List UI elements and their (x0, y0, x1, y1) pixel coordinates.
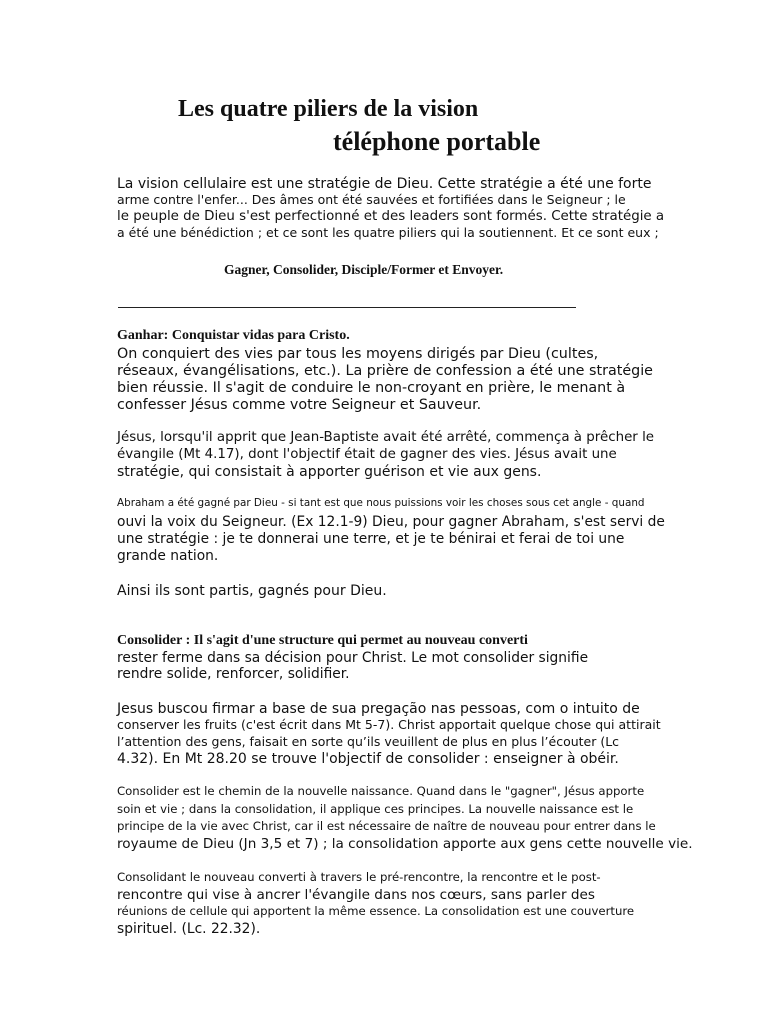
title-line-2: téléphone portable (333, 127, 541, 156)
separator-rule (118, 307, 576, 308)
paragraph-line: Consolider est le chemin de la nouvelle naissance. Quand dans le "gagner", Jésus apporte (117, 784, 645, 798)
intro-line: le peuple de Dieu s'est perfectionné et des leaders sont formés. Cette stratégie a (117, 209, 665, 224)
paragraph-line: réunions de cellule qui apportent la même essence. La consolidation est une couverture (117, 904, 635, 918)
paragraph-line: royaume de Dieu (Jn 3,5 et 7) ; la consolidation apporte aux gens cette nouvelle vie. (117, 836, 693, 852)
paragraph-line: rendre solide, renforcer, solidifier. (117, 666, 350, 682)
paragraph-line: rencontre qui vise à ancrer l'évangile dans nos cœurs, sans parler des (117, 887, 596, 903)
paragraph-line: l’attention des gens, faisait en sorte qu’ils veuillent de plus en plus l’écouter (Lc (117, 734, 620, 749)
paragraph-line: grande nation. (117, 548, 219, 564)
intro-line: arme contre l'enfer... Des âmes ont été sauvées et fortifiées dans le Seigneur ; le (117, 192, 626, 207)
paragraph-line: confesser Jésus comme votre Seigneur et Sauveur. (117, 397, 482, 413)
paragraph-line: stratégie, qui consistait à apporter guérison et vie aux gens. (117, 464, 542, 480)
paragraph-line: Jésus, lorsqu'il apprit que Jean-Baptiste avait été arrêté, commença à prêcher le (117, 430, 655, 445)
paragraph-line: bien réussie. Il s'agit de conduire le non-croyant en prière, le menant à (117, 380, 626, 396)
paragraph-line: une stratégie : je te donnerai une terre, et je te bénirai et ferai de toi une (117, 531, 625, 547)
paragraph-line: conserver les fruits (c'est écrit dans Mt 5-7). Christ apportait quelque chose qui attirait (117, 717, 661, 732)
paragraph-line: Jesus buscou firmar a base de sua pregação nas pessoas, com o intuito de (117, 701, 640, 717)
section-heading-consolider: Consolider : Il s'agit d'une structure qui permet au nouveau converti (117, 633, 528, 648)
title-line-1: Les quatre piliers de la vision (178, 96, 479, 122)
paragraph-line: Abraham a été gagné par Dieu - si tant est que nous puissions voir les choses sous cet angle - quand (117, 497, 645, 509)
pillars-line: Gagner, Consolider, Disciple/Former et Envoyer. (224, 262, 504, 277)
paragraph-line: soin et vie ; dans la consolidation, il applique ces principes. La nouvelle naissance est le (117, 802, 634, 816)
intro-line: a été une bénédiction ; et ce sont les quatre piliers qui la soutiennent. Et ce sont eux ; (117, 225, 659, 240)
paragraph-line: On conquiert des vies par tous les moyens dirigés par Dieu (cultes, (117, 346, 599, 362)
paragraph-line: 4.32). En Mt 28.20 se trouve l'objectif de consolider : enseigner à obéir. (117, 751, 619, 767)
intro-line: La vision cellulaire est une stratégie de Dieu. Cette stratégie a été une forte (117, 176, 652, 192)
paragraph-line: principe de la vie avec Christ, car il est nécessaire de naître de nouveau pour entrer dans le (117, 819, 656, 833)
paragraph-line: réseaux, évangélisations, etc.). La prière de confession a été une stratégie (117, 363, 653, 379)
section-heading-gagner: Ganhar: Conquistar vidas para Cristo. (117, 328, 350, 343)
paragraph-line: Consolidant le nouveau converti à travers le pré-rencontre, la rencontre et le post- (117, 870, 601, 884)
paragraph-line: Ainsi ils sont partis, gagnés pour Dieu. (117, 583, 387, 599)
paragraph-line: évangile (Mt 4.17), dont l'objectif était de gagner des vies. Jésus avait une (117, 447, 617, 462)
paragraph-line: rester ferme dans sa décision pour Christ. Le mot consolider signifie (117, 650, 589, 666)
paragraph-line: spirituel. (Lc. 22.32). (117, 921, 261, 937)
paragraph-line: ouvi la voix du Seigneur. (Ex 12.1-9) Dieu, pour gagner Abraham, s'est servi de (117, 514, 665, 530)
